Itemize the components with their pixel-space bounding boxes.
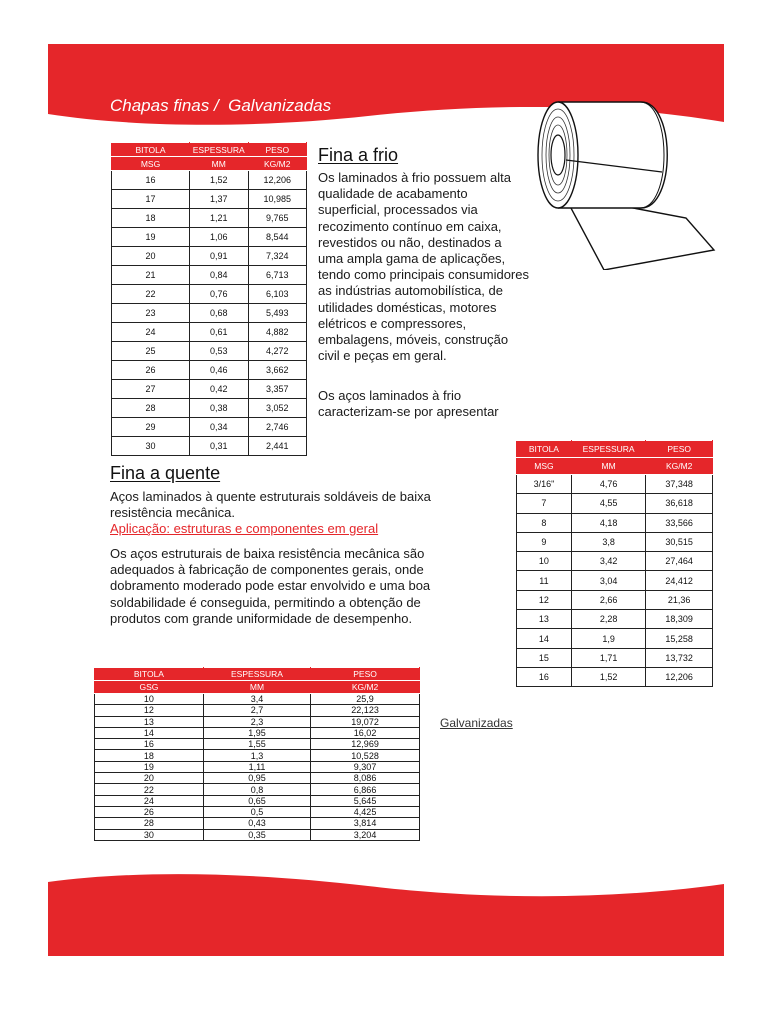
gauge-cell: 13: [517, 610, 572, 629]
column-header: ESPESSURA: [190, 143, 249, 157]
thickness-cell: 0,46: [190, 361, 249, 380]
table-row: [112, 266, 307, 285]
fina-quente-heading: Fina a quente: [110, 463, 221, 483]
gauge-cell: 24: [112, 323, 190, 342]
table-row: [95, 806, 420, 817]
gauge-cell: 29: [112, 418, 190, 437]
table-row: [112, 304, 307, 323]
weight-cell: 18,309: [646, 610, 713, 629]
gauge-cell: 30: [112, 437, 190, 456]
column-header: ESPESSURA: [203, 668, 310, 681]
table-row: [517, 629, 713, 648]
weight-cell: 15,258: [646, 629, 713, 648]
steel-coil-illustration: [536, 100, 718, 270]
table-header-row: [95, 668, 420, 681]
galvanizadas-link[interactable]: Galvanizadas: [440, 716, 513, 730]
table-row: [112, 209, 307, 228]
weight-cell: 5,493: [248, 304, 307, 323]
column-header: ESPESSURA: [571, 441, 645, 458]
column-header: PESO: [311, 668, 420, 681]
weight-cell: 10,528: [311, 750, 420, 761]
unit-label: MM: [571, 458, 645, 475]
weight-cell: 4,882: [248, 323, 307, 342]
gauge-cell: 13: [95, 716, 204, 727]
gauge-cell: 18: [95, 750, 204, 761]
table-units-row: [112, 157, 307, 171]
gauge-cell: 21: [112, 266, 190, 285]
table-row: [112, 171, 307, 190]
table-row: [517, 475, 713, 494]
table-row: [517, 590, 713, 609]
thickness-cell: 1,06: [190, 228, 249, 247]
gauge-cell: 7: [517, 494, 572, 513]
application-link[interactable]: Aplicação: estruturas e componentes em geral: [110, 521, 379, 536]
table-row: [517, 667, 713, 686]
gauge-cell: 18: [112, 209, 190, 228]
table-row: [95, 761, 420, 772]
weight-cell: 25,9: [311, 694, 420, 705]
unit-label: GSG: [95, 681, 204, 694]
unit-label: MSG: [517, 458, 572, 475]
fina-frio-heading: Fina a frio: [318, 145, 399, 165]
fina-frio-paragraph-2: Os aços laminados à frio caracterizam-se por apresentar: [318, 388, 499, 420]
weight-cell: 6,866: [311, 784, 420, 795]
thickness-cell: 1,11: [203, 761, 310, 772]
weight-cell: 2,441: [248, 437, 307, 456]
gauge-cell: 16: [517, 667, 572, 686]
column-header: PESO: [646, 441, 713, 458]
thickness-cell: 2,28: [571, 610, 645, 629]
gauge-cell: 22: [95, 784, 204, 795]
gauge-cell: 27: [112, 380, 190, 399]
weight-cell: 19,072: [311, 716, 420, 727]
table-units-row: [95, 681, 420, 694]
gauge-cell: 28: [112, 399, 190, 418]
column-header: PESO: [248, 143, 307, 157]
table-row: [95, 694, 420, 705]
thickness-cell: 1,21: [190, 209, 249, 228]
gauge-cell: 14: [95, 727, 204, 738]
table-header-row: [112, 143, 307, 157]
thickness-cell: 0,5: [203, 806, 310, 817]
weight-cell: 3,814: [311, 818, 420, 829]
table-row: [95, 784, 420, 795]
table-msg-1: [111, 142, 307, 456]
footer-banner: [48, 874, 724, 956]
fina-quente-paragraph: Os aços estruturais de baixa resistência mecânica são adequados à fabricação de componentes gerais, onde dobramento moderado pode estar envolvido e uma boa soldabilidade é conseguida, permitindo a obtenção de produtos com grande uniformidade de desempenho.: [110, 546, 431, 626]
weight-cell: 2,746: [248, 418, 307, 437]
gauge-cell: 16: [112, 171, 190, 190]
gauge-cell: 25: [112, 342, 190, 361]
weight-cell: 27,464: [646, 552, 713, 571]
weight-cell: 33,566: [646, 513, 713, 532]
table-row: [112, 323, 307, 342]
weight-cell: 3,662: [248, 361, 307, 380]
table-row: [112, 190, 307, 209]
thickness-cell: 1,52: [190, 171, 249, 190]
thickness-cell: 0,8: [203, 784, 310, 795]
weight-cell: 3,052: [248, 399, 307, 418]
table-row: [517, 648, 713, 667]
table-row: [95, 818, 420, 829]
gauge-cell: 12: [517, 590, 572, 609]
gauge-cell: 10: [517, 552, 572, 571]
thickness-cell: 4,76: [571, 475, 645, 494]
thickness-cell: 0,68: [190, 304, 249, 323]
gauge-cell: 26: [95, 806, 204, 817]
unit-label: MM: [190, 157, 249, 171]
thickness-cell: 1,71: [571, 648, 645, 667]
gauge-cell: 3/16": [517, 475, 572, 494]
weight-cell: 8,544: [248, 228, 307, 247]
thickness-cell: 0,61: [190, 323, 249, 342]
table-row: [95, 750, 420, 761]
unit-label: KG/M2: [646, 458, 713, 475]
gauge-cell: 11: [517, 571, 572, 590]
thickness-cell: 0,76: [190, 285, 249, 304]
weight-cell: 7,324: [248, 247, 307, 266]
thickness-cell: 3,8: [571, 532, 645, 551]
weight-cell: 5,645: [311, 795, 420, 806]
weight-cell: 9,307: [311, 761, 420, 772]
thickness-cell: 0,43: [203, 818, 310, 829]
weight-cell: 22,123: [311, 705, 420, 716]
fina-frio-paragraph: Os laminados à frio possuem alta qualidade de acabamento superficial, processados via recozimento contínuo em caixa, revestidos ou não, destinados a uma ampla gama de aplicações, tendo como principais consumidores as indústrias automobilística, de utilidades domésticas, motores elétricos e compressores, embalagens, móveis, construção civil e peças em geral.: [318, 170, 529, 364]
table-row: [517, 571, 713, 590]
thickness-cell: 0,31: [190, 437, 249, 456]
gauge-cell: 23: [112, 304, 190, 323]
thickness-cell: 1,37: [190, 190, 249, 209]
table-row: [112, 247, 307, 266]
thickness-cell: 2,66: [571, 590, 645, 609]
gauge-cell: 20: [95, 773, 204, 784]
thickness-cell: 4,55: [571, 494, 645, 513]
gauge-cell: 8: [517, 513, 572, 532]
gauge-cell: 28: [95, 818, 204, 829]
weight-cell: 21,36: [646, 590, 713, 609]
weight-cell: 12,206: [646, 667, 713, 686]
table-row: [112, 399, 307, 418]
weight-cell: 13,732: [646, 648, 713, 667]
table-row: [95, 795, 420, 806]
weight-cell: 6,713: [248, 266, 307, 285]
table-row: [517, 494, 713, 513]
unit-label: KG/M2: [311, 681, 420, 694]
weight-cell: 3,204: [311, 829, 420, 840]
column-header: BITOLA: [95, 668, 204, 681]
thickness-cell: 0,38: [190, 399, 249, 418]
table-row: [95, 727, 420, 738]
table-row: [95, 773, 420, 784]
table-row: [517, 610, 713, 629]
table-gsg: [94, 667, 420, 841]
weight-cell: 12,969: [311, 739, 420, 750]
weight-cell: 30,515: [646, 532, 713, 551]
table-units-row: [517, 458, 713, 475]
thickness-cell: 0,35: [203, 829, 310, 840]
table-row: [112, 437, 307, 456]
thickness-cell: 1,55: [203, 739, 310, 750]
weight-cell: 4,425: [311, 806, 420, 817]
gauge-cell: 19: [95, 761, 204, 772]
thickness-cell: 0,34: [190, 418, 249, 437]
weight-cell: 8,086: [311, 773, 420, 784]
unit-label: MSG: [112, 157, 190, 171]
table-row: [112, 228, 307, 247]
fina-quente-intro: Aços laminados à quente estruturais soldáveis de baixa resistência mecânica.: [110, 489, 431, 521]
weight-cell: 4,272: [248, 342, 307, 361]
table-row: [95, 705, 420, 716]
gauge-cell: 20: [112, 247, 190, 266]
gauge-cell: 9: [517, 532, 572, 551]
table-row: [517, 532, 713, 551]
thickness-cell: 0,42: [190, 380, 249, 399]
thickness-cell: 0,91: [190, 247, 249, 266]
gauge-cell: 12: [95, 705, 204, 716]
weight-cell: 36,618: [646, 494, 713, 513]
gauge-cell: 10: [95, 694, 204, 705]
thickness-cell: 3,42: [571, 552, 645, 571]
gauge-cell: 24: [95, 795, 204, 806]
unit-label: KG/M2: [248, 157, 307, 171]
table-msg-2: [516, 440, 713, 687]
thickness-cell: 1,95: [203, 727, 310, 738]
weight-cell: 10,985: [248, 190, 307, 209]
unit-label: MM: [203, 681, 310, 694]
thickness-cell: 3,04: [571, 571, 645, 590]
weight-cell: 12,206: [248, 171, 307, 190]
thickness-cell: 0,53: [190, 342, 249, 361]
thickness-cell: 0,84: [190, 266, 249, 285]
gauge-cell: 26: [112, 361, 190, 380]
gauge-cell: 17: [112, 190, 190, 209]
table-row: [95, 829, 420, 840]
page-title: Chapas finas / Galvanizadas: [110, 96, 332, 115]
table-row: [95, 716, 420, 727]
table-row: [95, 739, 420, 750]
table-row: [112, 285, 307, 304]
weight-cell: 37,348: [646, 475, 713, 494]
weight-cell: 24,412: [646, 571, 713, 590]
thickness-cell: 4,18: [571, 513, 645, 532]
gauge-cell: 16: [95, 739, 204, 750]
column-header: BITOLA: [517, 441, 572, 458]
gauge-cell: 15: [517, 648, 572, 667]
table-row: [112, 361, 307, 380]
thickness-cell: 2,7: [203, 705, 310, 716]
table-row: [517, 552, 713, 571]
table-row: [112, 418, 307, 437]
weight-cell: 16,02: [311, 727, 420, 738]
thickness-cell: 1,9: [571, 629, 645, 648]
table-header-row: [517, 441, 713, 458]
weight-cell: 6,103: [248, 285, 307, 304]
table-row: [517, 513, 713, 532]
weight-cell: 9,765: [248, 209, 307, 228]
gauge-cell: 22: [112, 285, 190, 304]
thickness-cell: 3,4: [203, 694, 310, 705]
thickness-cell: 0,65: [203, 795, 310, 806]
thickness-cell: 0,95: [203, 773, 310, 784]
thickness-cell: 2,3: [203, 716, 310, 727]
table-row: [112, 342, 307, 361]
weight-cell: 3,357: [248, 380, 307, 399]
gauge-cell: 19: [112, 228, 190, 247]
gauge-cell: 14: [517, 629, 572, 648]
thickness-cell: 1,3: [203, 750, 310, 761]
gauge-cell: 30: [95, 829, 204, 840]
column-header: BITOLA: [112, 143, 190, 157]
thickness-cell: 1,52: [571, 667, 645, 686]
table-row: [112, 380, 307, 399]
